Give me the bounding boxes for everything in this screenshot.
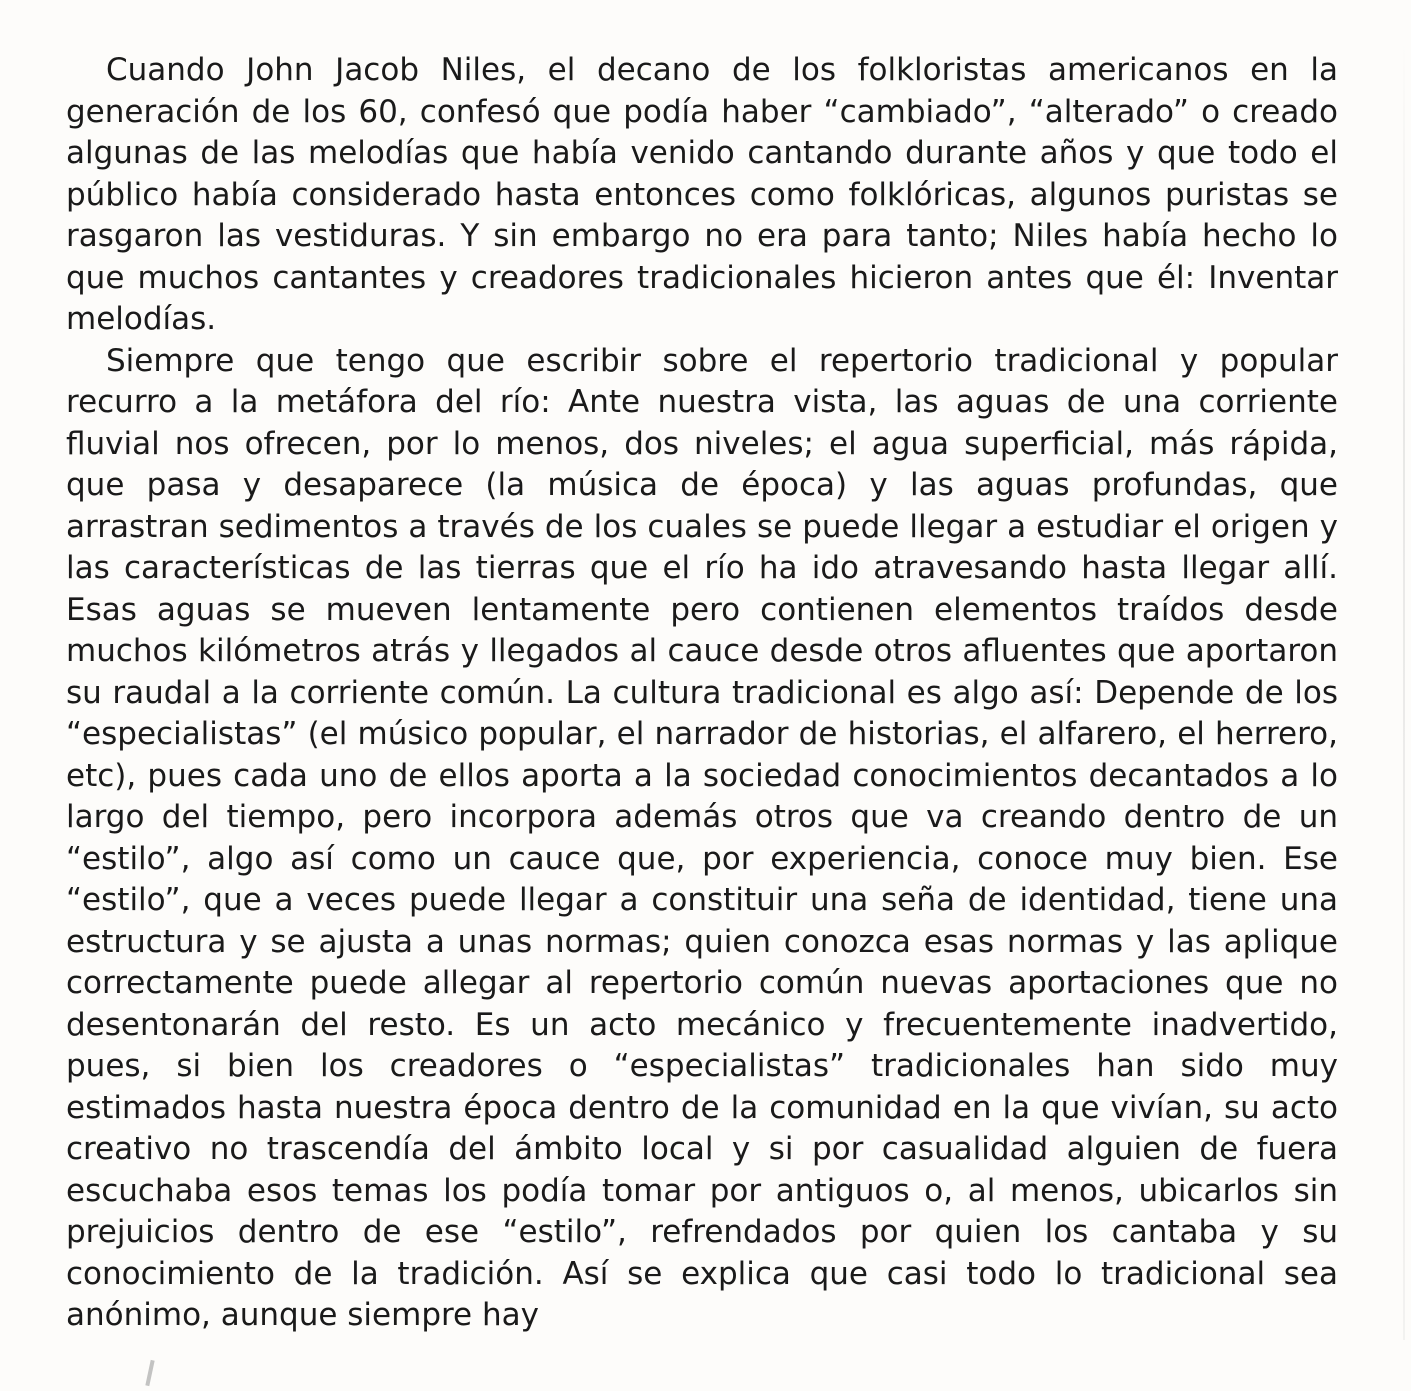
body-text (66, 50, 1338, 1337)
paragraph-river-metaphor: Siempre que tengo que escribir sobre el repertorio tradicional y popular recurro a la metáfora del río: Ante nuestra vista, las aguas de una corriente fluvial nos ofrecen, por lo menos, dos niveles; el agua superficial, más rápida, que pasa y desaparece (la música de época) y las aguas profundas, que arrastran sedimentos a través de los cuales se puede llegar a estudiar el origen y las características de las tierras que el río ha ido atravesando hasta llegar allí. Esas aguas se mueven lentamente pero contienen elementos traídos desde muchos kilómetros atrás y llegados al cauce desde otros afluentes que aportaron su raudal a la corriente común. La cultura tradicional es algo así: Depende de los “especialistas” (el músico popular, el narrador de historias, el alfarero, el herrero, etc), pues cada uno de ellos aporta a la sociedad conocimientos decantados a lo largo del tiempo, pero incorpora además otros que va creando dentro de un “estilo”, algo así como un cauce que, por experiencia, conoce muy bien. Ese “estilo”, que a veces puede llegar a constituir una seña de identidad, tiene una estructura y se ajusta a unas normas; quien conozca esas normas y las aplique correctamente puede allegar al repertorio común nuevas aportaciones que no desentonarán del resto. Es un acto mecánico y frecuentemente inadvertido, pues, si bien los creadores o “especialistas” tradicionales han sido muy estimados hasta nuestra época dentro de la comunidad en la que vivían, su acto creativo no trascendía del ámbito local y si por casualidad alguien de fuera escuchaba esos temas los podía tomar por antiguos o, al menos, ubicarlos sin prejuicios dentro de ese “estilo”, refrendados por quien los cantaba y su conocimiento de la tradición. Así se explica que casi todo lo tradicional sea anónimo, aunque siempre hay (66, 342, 1338, 1333)
page-edge-shadow (1403, 40, 1405, 1340)
scan-mark (145, 1360, 154, 1386)
paragraph-niles: Cuando John Jacob Niles, el decano de los folkloristas americanos en la generación de los 60, confesó que podía haber “cambiado”, “alterado” o creado algunas de las melodías que había venido cantando durante años y que todo el público había considerado hasta entonces como folklóricas, algunos puristas se rasgaron las vestiduras. Y sin embargo no era para tanto; Niles había hecho lo que muchos cantantes y creadores tradicionales hicieron antes que él: Inventar melodías. (66, 52, 1338, 337)
